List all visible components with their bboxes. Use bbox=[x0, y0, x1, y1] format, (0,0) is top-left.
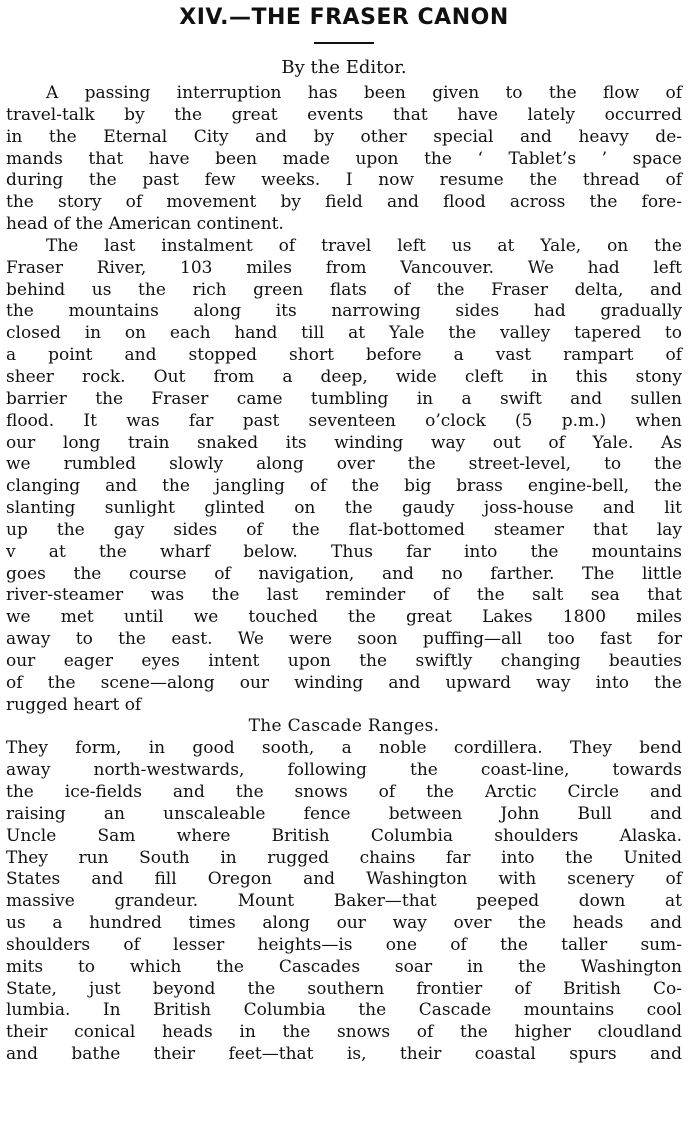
text-line: our long train snaked its winding way out of Yale. As bbox=[6, 432, 682, 453]
text-line: mits to which the Cascades soar in the Washington bbox=[6, 956, 682, 977]
text-line: their conical heads in the snows of the higher cloudland bbox=[6, 1022, 682, 1043]
text-line: closed in on each hand till at Yale the valley tapered to bbox=[6, 323, 682, 344]
text-line: during the past few weeks. I now resume the thread of bbox=[6, 170, 682, 191]
text-line: A passing interruption has been given to the flow of bbox=[46, 83, 682, 103]
text-line: They run South in rugged chains far into the United bbox=[6, 847, 682, 868]
text-line: the mountains along its narrowing sides had gradually bbox=[6, 301, 682, 322]
text-line: The last instalment of travel left us at Yale, on the bbox=[46, 235, 682, 256]
text-line: us a hundred times along our way over the heads and bbox=[6, 913, 682, 934]
byline: By the Editor. bbox=[281, 57, 407, 78]
text-line: the story of movement by field and flood across the fore- bbox=[6, 192, 682, 213]
paragraph-3 bbox=[6, 738, 682, 1066]
text-line: away north-westwards, following the coast-line, towards bbox=[6, 760, 682, 781]
text-line: behind us the rich green flats of the Fraser delta, and bbox=[6, 279, 682, 300]
text-line: sheer rock. Out from a deep, wide cleft in this stony bbox=[6, 366, 682, 387]
paragraph-1 bbox=[6, 83, 682, 236]
text-line: clanging and the jangling of the big brass engine-bell, the bbox=[6, 476, 682, 497]
text-line: head of the American continent. bbox=[6, 214, 284, 235]
subheading: The Cascade Ranges. bbox=[248, 716, 440, 737]
text-line: slanting sunlight glinted on the gaudy joss-house and lit bbox=[6, 498, 682, 519]
article-body bbox=[6, 83, 682, 1066]
text-line: flood. It was far past seventeen o’clock (5 p.m.) when bbox=[6, 410, 682, 431]
text-line: barrier the Fraser came tumbling in a swift and sullen bbox=[6, 388, 682, 409]
text-line: lumbia. In British Columbia the Cascade mountains cool bbox=[6, 1000, 682, 1021]
text-line: v at the wharf below. Thus far into the mountains bbox=[6, 541, 682, 562]
paragraph-2 bbox=[6, 236, 682, 717]
text-line: shoulders of lesser heights—is one of the taller sum- bbox=[6, 934, 682, 955]
text-line: we rumbled slowly along over the street-level, to the bbox=[6, 454, 682, 475]
text-line: of the scene—along our winding and upward way into the bbox=[6, 672, 682, 693]
text-line: They form, in good sooth, a noble cordillera. They bend bbox=[6, 738, 682, 759]
text-line: rugged heart of bbox=[6, 694, 142, 715]
text-line: our eager eyes intent upon the swiftly changing beauties bbox=[6, 650, 682, 671]
text-line: river-steamer was the last reminder of the salt sea that bbox=[6, 585, 682, 606]
text-line: and bathe their feet—that is, their coastal spurs and bbox=[6, 1044, 682, 1065]
text-line: a point and stopped short before a vast rampart of bbox=[6, 345, 682, 366]
text-line: States and fill Oregon and Washington with scenery of bbox=[6, 869, 682, 890]
title-rule bbox=[314, 42, 374, 44]
article-title: XIV.—THE FRASER CANON bbox=[179, 5, 509, 30]
text-line: away to the east. We were soon puffing—all too fast for bbox=[6, 629, 682, 650]
text-line: mands that have been made upon the ‘ Tablet’s ’ space bbox=[6, 148, 682, 169]
text-line: raising an unscaleable fence between John Bull and bbox=[6, 803, 682, 824]
text-line: in the Eternal City and by other special and heavy de- bbox=[6, 126, 682, 147]
text-line: up the gay sides of the flat-bottomed steamer that lay bbox=[6, 519, 682, 540]
text-line: travel-talk by the great events that have lately occurred bbox=[6, 104, 682, 125]
text-line: the ice-fields and the snows of the Arctic Circle and bbox=[6, 782, 682, 802]
text-line: Uncle Sam where British Columbia shoulders Alaska. bbox=[6, 825, 682, 846]
text-line: State, just beyond the southern frontier of British Co- bbox=[6, 978, 682, 999]
text-line: we met until we touched the great Lakes 1800 miles bbox=[6, 607, 682, 628]
text-line: Fraser River, 103 miles from Vancouver. We had left bbox=[6, 257, 682, 278]
text-line: massive grandeur. Mount Baker—that peeped down at bbox=[6, 891, 682, 912]
text-line: goes the course of navigation, and no farther. The little bbox=[6, 563, 682, 584]
